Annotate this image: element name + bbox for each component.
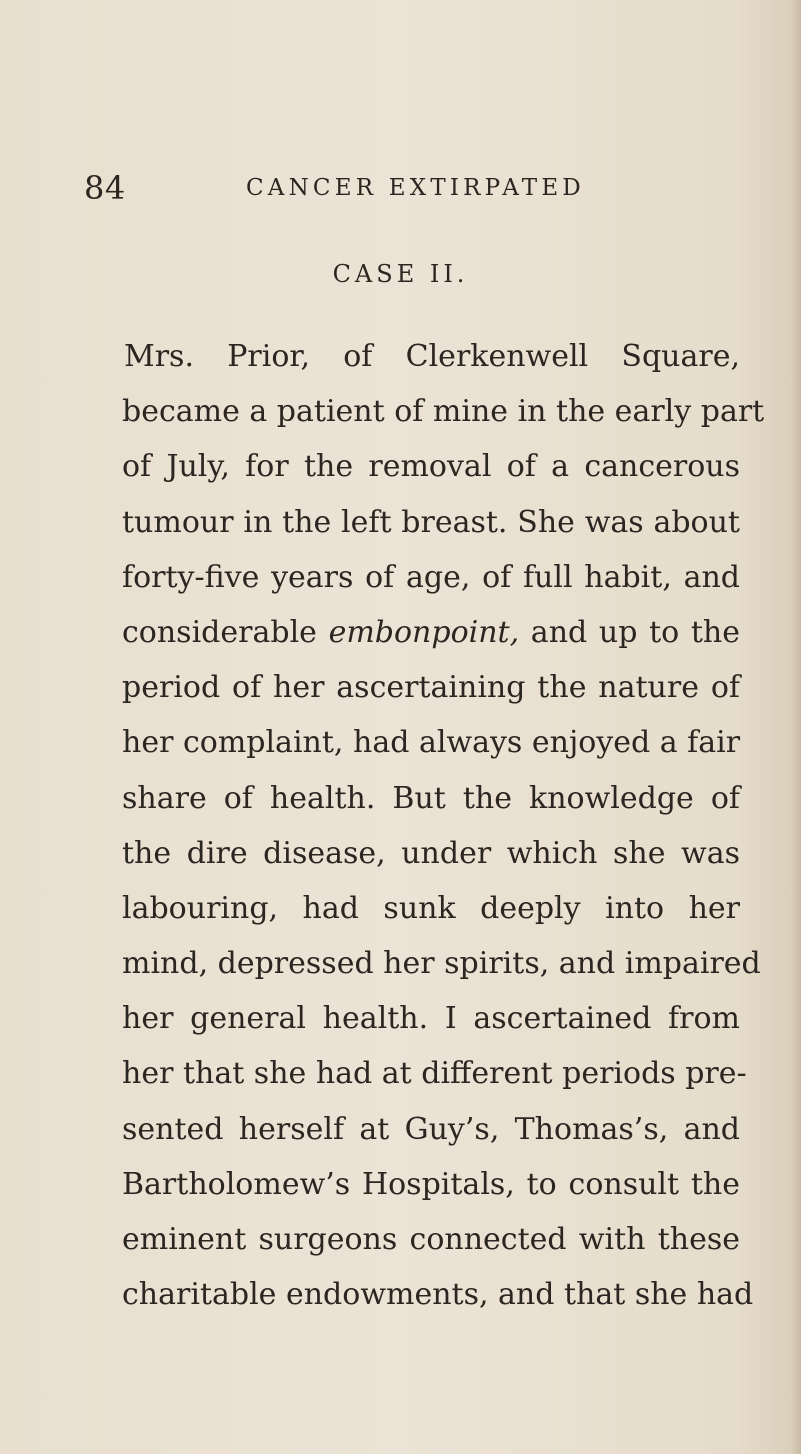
text-line: charitable endowments, and that she had xyxy=(122,1277,754,1313)
text-line: became a patient of mine in the early part xyxy=(122,394,765,430)
text-line: share of health. But the knowledge of xyxy=(122,780,740,816)
running-head xyxy=(84,168,724,208)
text-fragment: considerable xyxy=(122,614,329,650)
running-title: CANCER EXTIRPATED xyxy=(246,175,585,201)
text-line: her general health. I ascertained from xyxy=(122,1001,740,1037)
case-heading: CASE II. xyxy=(332,260,469,288)
text-fragment: and up to the xyxy=(519,614,740,650)
body-paragraph xyxy=(122,329,765,1322)
text-line: eminent surgeons connected with these xyxy=(122,1222,740,1257)
page-edge-shadow xyxy=(791,0,801,1454)
text-line: sented herself at Guy’s, Thomas’s, and xyxy=(122,1111,740,1147)
text-line: forty-five years of age, of full habit, and xyxy=(122,559,740,595)
italic-term: embonpoint, xyxy=(328,614,520,650)
text-line: tumour in the left breast. She was about xyxy=(122,504,740,540)
text-line: Mrs. Prior, of Clerkenwell Square, xyxy=(124,339,740,374)
text-line: Bartholomew’s Hospitals, to consult the xyxy=(122,1166,740,1202)
page-number: 84 xyxy=(84,169,126,207)
text-line-mixed xyxy=(122,605,740,660)
text-line: mind, depressed her spirits, and impaired xyxy=(122,946,761,982)
text-line: her that she had at different periods pre- xyxy=(122,1056,747,1092)
text-line: of July, for the removal of a cancerous xyxy=(122,449,740,485)
text-line: labouring, had sunk deeply into her xyxy=(122,890,740,926)
text-line: her complaint, had always enjoyed a fair xyxy=(122,725,741,761)
text-line: period of her ascertaining the nature of xyxy=(122,670,740,706)
text-line: the dire disease, under which she was xyxy=(122,835,740,871)
